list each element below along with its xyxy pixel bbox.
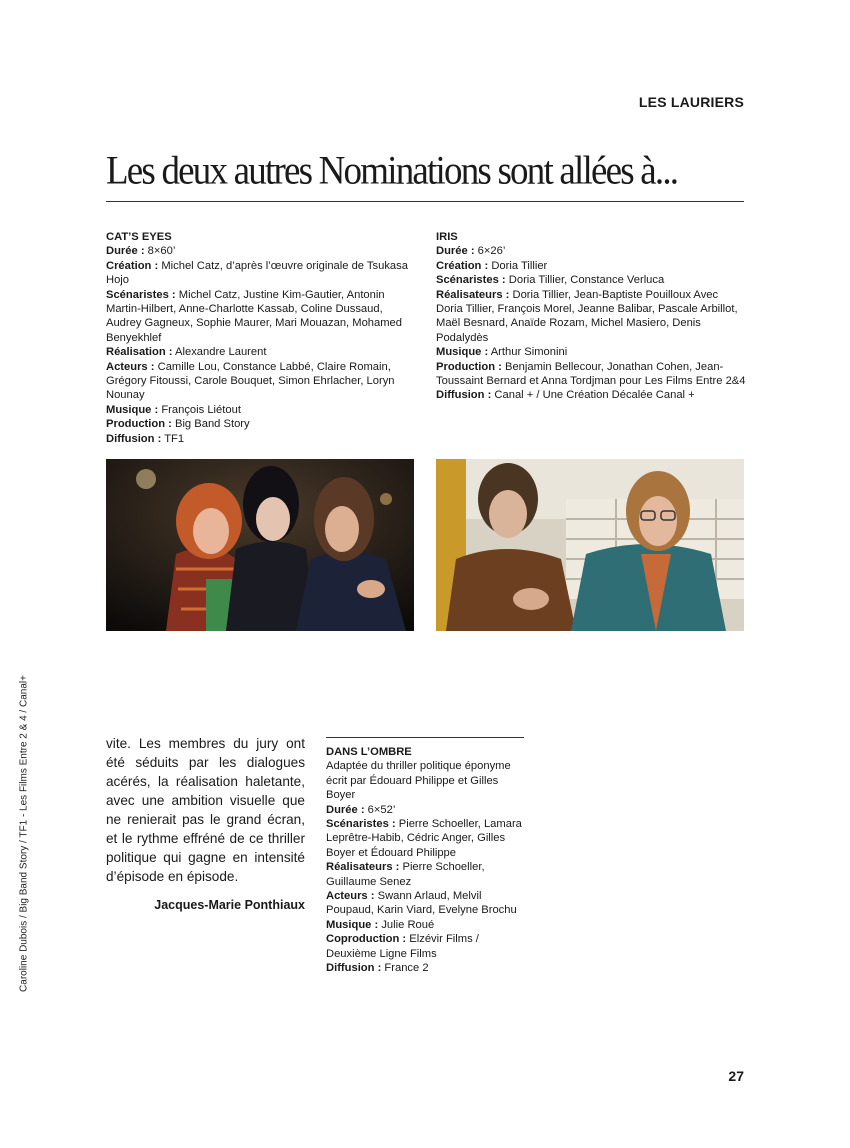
label: Coproduction :	[326, 933, 407, 946]
label: Musique :	[326, 918, 379, 931]
section-label: LES LAURIERS	[638, 94, 744, 110]
author-signature: Jacques-Marie Ponthiaux	[154, 898, 305, 912]
value: Doria Tillier, Constance Verluca	[505, 274, 665, 287]
value: Michel Catz, d’après l’œuvre originale de Tsukasa Hojo	[106, 259, 408, 287]
intro: Adaptée du thriller politique éponyme écrit par Édouard Philippe et Gilles Boyer	[326, 760, 511, 802]
value: Elzévir Films / Deuxième Ligne Films	[326, 933, 479, 960]
value: Doria Tillier, Jean-Baptiste Pouilloux Avec Doria Tillier, François Morel, Jeanne Balibar, Pascale Arbillot, Maël Besnard, Anaïde Rozam, Michel Masiero, Denis Podalydès	[436, 288, 738, 344]
label: Acteurs :	[106, 360, 155, 373]
label: Réalisateurs :	[436, 288, 510, 301]
cats-eyes-credits	[106, 230, 416, 446]
label: Durée :	[326, 803, 365, 816]
value: Big Band Story	[171, 418, 250, 431]
value: Julie Roué	[378, 918, 435, 931]
iris-credits	[436, 230, 746, 403]
label: Diffusion :	[436, 389, 492, 402]
label: Scénaristes :	[436, 274, 506, 287]
page-number: 27	[728, 1068, 744, 1084]
show-title: CAT’S EYES	[106, 231, 172, 243]
label: Musique :	[436, 346, 489, 359]
value: Doria Tillier	[488, 259, 548, 272]
label: Réalisateurs :	[326, 861, 400, 874]
label: Production :	[106, 418, 172, 431]
value: François Liétout	[158, 403, 241, 416]
show-title: IRIS	[436, 231, 458, 243]
label: Musique :	[106, 403, 159, 416]
value: Benjamin Bellecour, Jonathan Cohen, Jean-Toussaint Bernard et Anna Tordjman pour Les Films Entre 2&4	[436, 360, 746, 388]
value: TF1	[161, 432, 185, 445]
value: Canal + / Une Création Décalée Canal +	[491, 389, 695, 402]
label: Diffusion :	[106, 432, 162, 445]
value: Pierre Schoeller, Guillaume Senez	[326, 861, 485, 888]
label: Réalisation :	[106, 346, 173, 359]
label: Acteurs :	[326, 890, 375, 903]
photo-credit: Caroline Dubois / Big Band Story / TF1 - Les Films Entre 2 & 4 / Canal+	[18, 675, 30, 992]
value: Pierre Schoeller, Lamara Leprêtre-Habib, Cédric Anger, Gilles Boyer et Édouard Philippe	[326, 818, 522, 859]
value: Michel Catz, Justine Kim-Gautier, Antonin Martin-Hilbert, Anne-Charlotte Kassab, Coline Dussaud, Audrey Gagneux, Sophie Maurer, Mari Mouazan, Mohamed Benyekhlef	[106, 288, 403, 344]
show-title: DANS L’OMBRE	[326, 746, 412, 758]
label: Création :	[436, 259, 489, 272]
label: Scénaristes :	[106, 288, 176, 301]
paragraph: vite. Les membres du jury ont été séduits par les dialogues acérés, la réalisation haletante, avec une ambition visuelle que ne renierait pas le grand écran, et le rythme effréné de ce thriller politique qui gagne en intensité d’épisode en épisode.	[106, 736, 305, 884]
label: Production :	[436, 360, 502, 373]
value: Swann Arlaud, Melvil Poupaud, Karin Viard, Evelyne Brochu	[326, 890, 517, 917]
value: Arthur Simonini	[488, 346, 568, 359]
divider	[326, 737, 524, 738]
value: 8×60’	[144, 245, 176, 258]
article-text	[106, 734, 305, 886]
value: 6×52’	[364, 803, 396, 816]
dans-lombre-credits	[326, 745, 526, 976]
page-title: Les deux autres Nominations sont allées à...	[106, 149, 678, 194]
cats-eyes-photo	[106, 459, 414, 631]
label: Scénaristes :	[326, 818, 396, 831]
value: Alexandre Laurent	[172, 346, 267, 359]
label: Création :	[106, 259, 159, 272]
label: Durée :	[436, 245, 475, 258]
value: 6×26’	[474, 245, 506, 258]
label: Diffusion :	[326, 962, 382, 975]
value: France 2	[381, 962, 429, 975]
iris-photo	[436, 459, 744, 631]
value: Camille Lou, Constance Labbé, Claire Romain, Grégory Fitoussi, Carole Bouquet, Simon Ehrlacher, Loryn Nounay	[106, 360, 395, 402]
label: Durée :	[106, 245, 145, 258]
divider	[106, 201, 744, 202]
